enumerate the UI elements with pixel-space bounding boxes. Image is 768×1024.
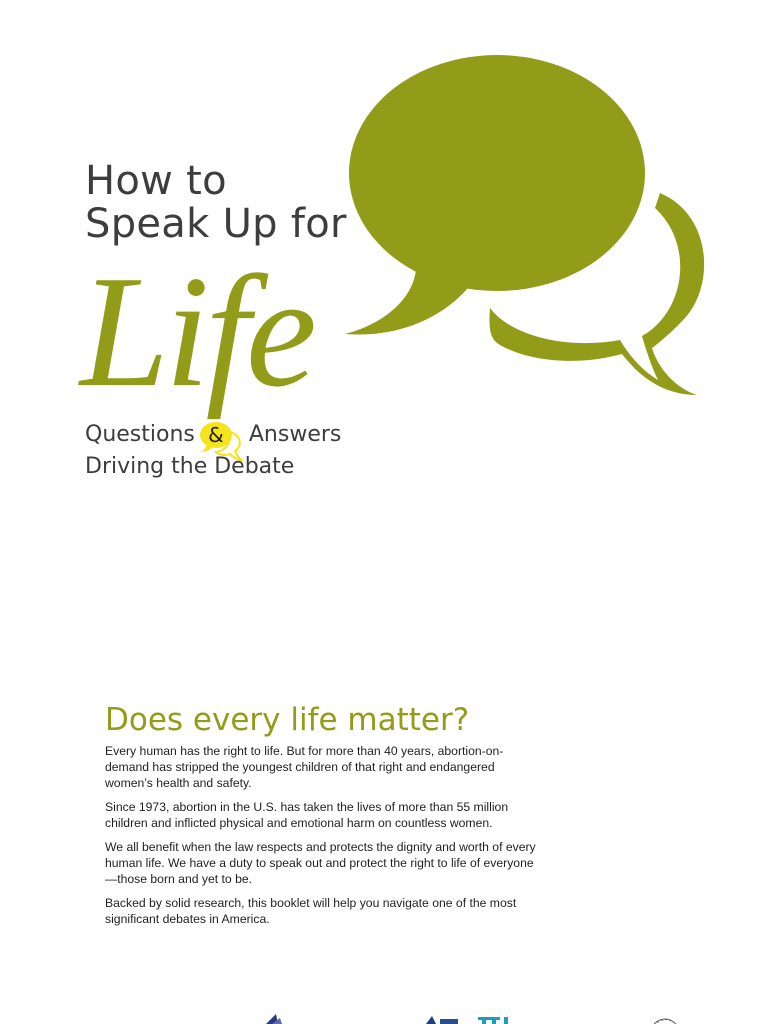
subtitle-driving-debate: Driving the Debate xyxy=(85,454,295,479)
solid-bubble-body xyxy=(349,55,645,291)
sponsor-logo-strip xyxy=(0,1010,768,1024)
title-line-1: How to xyxy=(85,158,227,204)
amp-symbol: & xyxy=(208,423,224,447)
intro-paragraph: Backed by solid research, this booklet will help you navigate one of the most significant debates in America. xyxy=(105,895,517,926)
speech-bubbles-graphic xyxy=(340,50,720,400)
qa-right-text: Answers xyxy=(248,422,342,447)
sponsor-logo-1 xyxy=(262,1014,284,1024)
sponsor-logo-3 xyxy=(652,1016,678,1024)
life-word: Life xyxy=(80,242,313,420)
intro-paragraph: Since 1973, abortion in the U.S. has taken the lives of more than 55 million children and inflicted physical and emotional harm on countless women. xyxy=(105,799,509,830)
intro-body xyxy=(105,744,545,936)
intro-heading: Does every life matter? xyxy=(105,702,470,738)
sponsor-logo-2 xyxy=(424,1016,520,1024)
qa-subtitle xyxy=(85,420,341,450)
intro-paragraph: Every human has the right to life. But for more than 40 years, abortion-on-demand has stripped the youngest children of that right and endangered women’s health and safety. xyxy=(105,744,504,790)
qa-left-text: Questions xyxy=(85,422,195,447)
speech-bubble-large-icon xyxy=(345,55,645,335)
cover-title xyxy=(85,160,347,246)
amp-bubble-icon xyxy=(199,420,245,450)
intro-paragraph: We all benefit when the law respects and protects the dignity and worth of every human life. We have a duty to speak out and protect the right to life of everyone—those born and yet to be. xyxy=(105,839,536,886)
title-line-2: Speak Up for xyxy=(85,201,347,247)
